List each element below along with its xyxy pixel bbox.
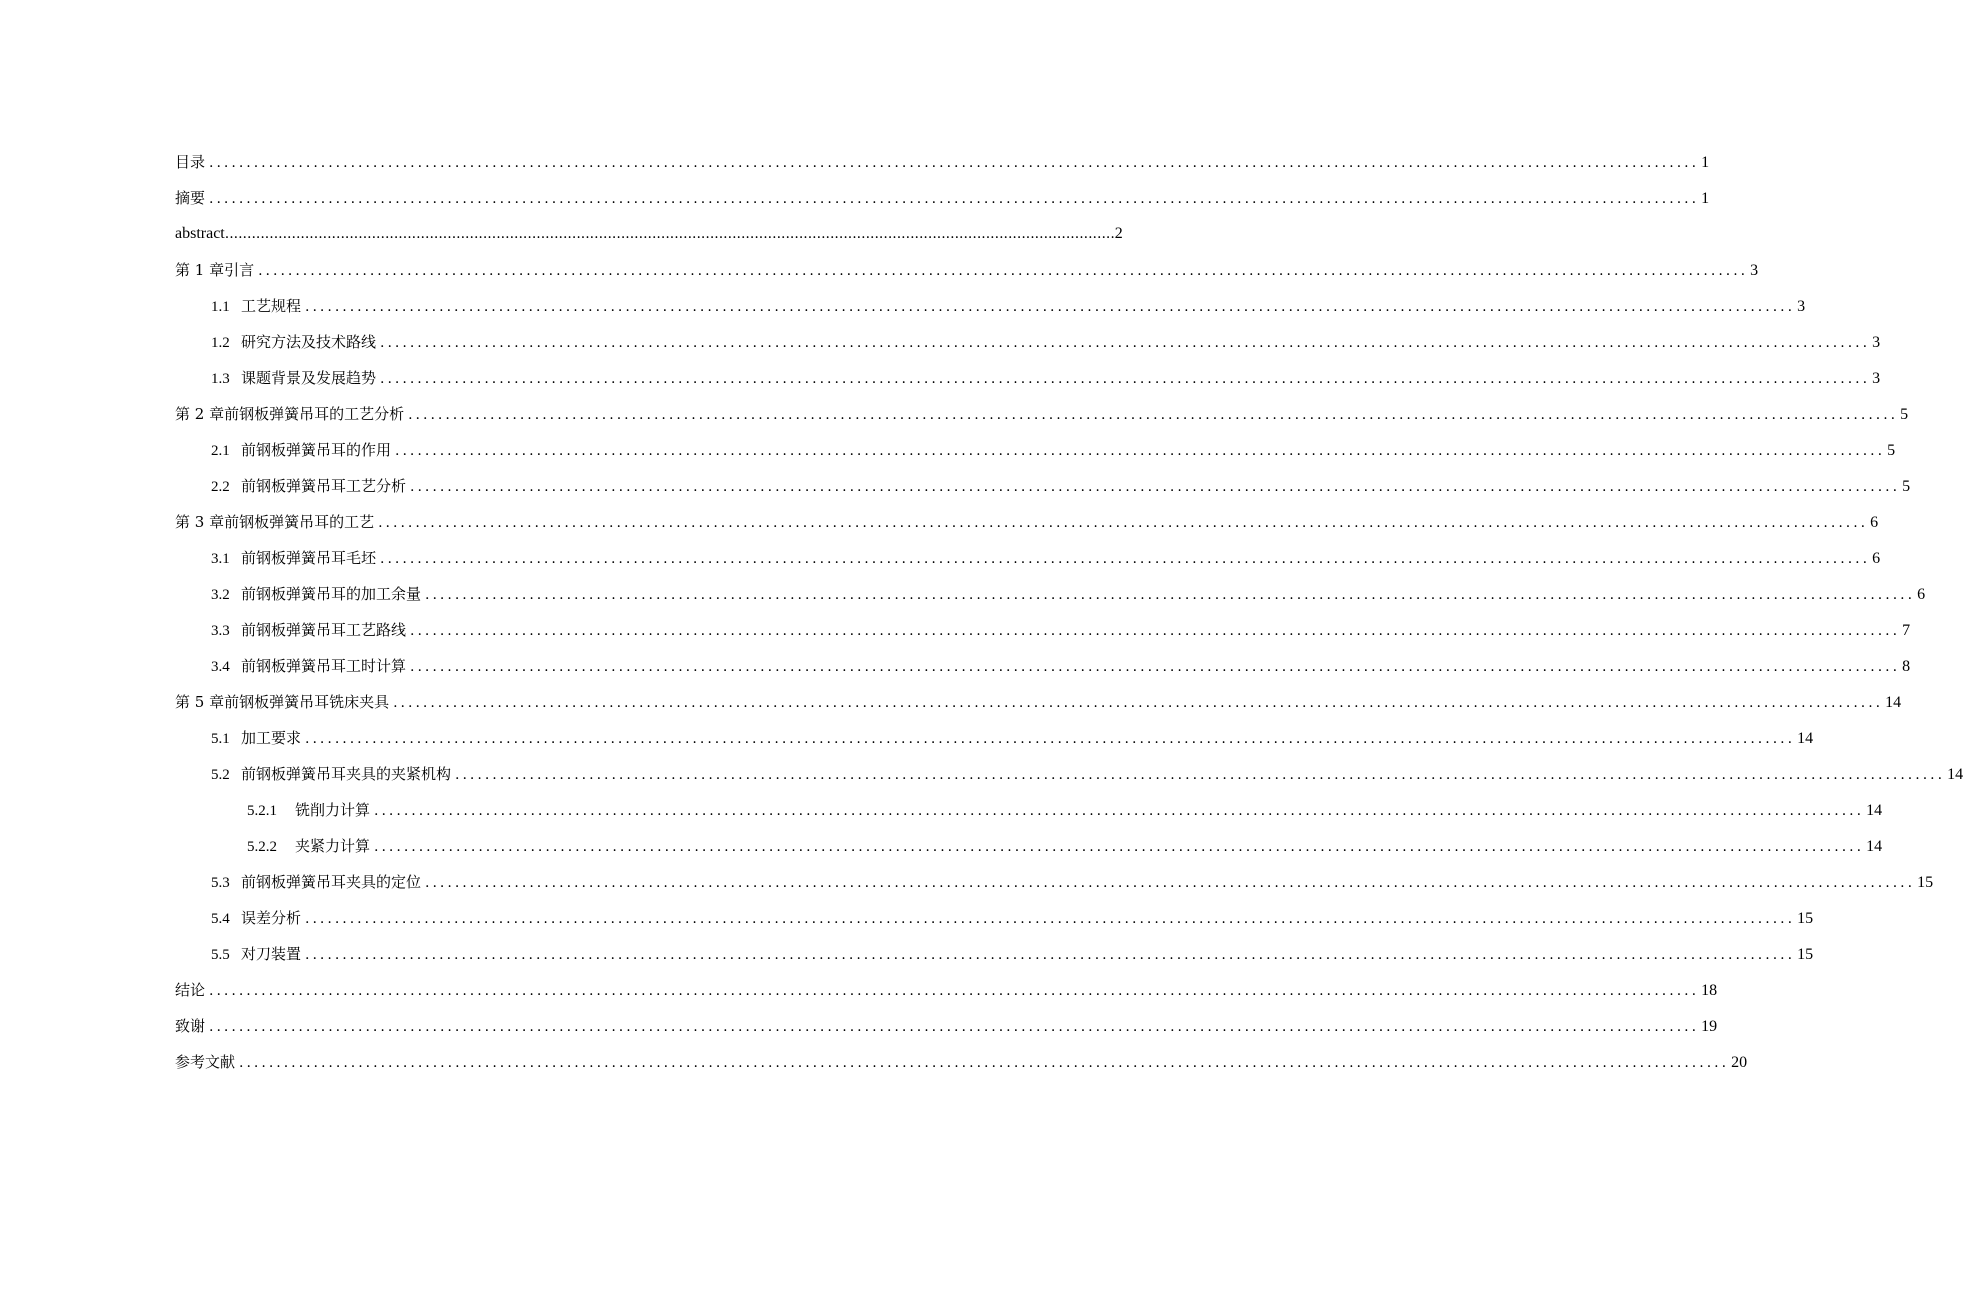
toc-leader-dots: ........................................................................................................................................................................................................ xyxy=(305,947,1796,963)
toc-entry-title: 前钢板弹簧吊耳的作用 xyxy=(241,441,392,459)
toc-entry-title: 前钢板弹簧吊耳毛坯 xyxy=(241,549,377,567)
toc-entry-title: 第 3 章前钢板弹簧吊耳的工艺 xyxy=(175,513,375,531)
toc-entry[interactable] xyxy=(175,720,1814,756)
toc-entry[interactable] xyxy=(175,828,1883,864)
toc-leader-dots: ........................................................................................................................................................................................................ xyxy=(380,335,1871,351)
toc-entry[interactable] xyxy=(175,684,1902,720)
toc-entry-title: 第 1 章引言 xyxy=(175,261,255,279)
toc-entry-title: 参考文献 xyxy=(175,1053,236,1071)
toc-entry-title: 加工要求 xyxy=(241,729,302,747)
toc-entry-title: 结论 xyxy=(175,981,206,999)
toc-leader-dots: ........................................................................................................................................................................................................ xyxy=(209,155,1700,171)
toc-entry[interactable] xyxy=(175,864,1934,900)
toc-entry-page-number: 7 xyxy=(1902,622,1911,639)
toc-leader-dots: ........................................................................................................................................................................................................ xyxy=(425,875,1916,891)
toc-entry-page-number: 14 xyxy=(1866,838,1883,855)
toc-leader-dots: ........................................................................................................................................................................................................ xyxy=(305,911,1796,927)
toc-entry-title: 前钢板弹簧吊耳的加工余量 xyxy=(241,585,422,603)
toc-entry-number: 2.1 xyxy=(211,443,230,459)
toc-entry-number: 3.1 xyxy=(211,551,230,567)
toc-entry-page-number: 8 xyxy=(1902,658,1911,675)
toc-entry-title: 研究方法及技术路线 xyxy=(241,333,377,351)
toc-leader-dots: ........................................................................................................................................................................................................ xyxy=(393,695,1884,711)
toc-entry[interactable] xyxy=(175,504,1879,540)
toc-entry-number: 3.4 xyxy=(211,659,230,675)
toc-entry-title: 前钢板弹簧吊耳工时计算 xyxy=(241,657,407,675)
toc-entry[interactable] xyxy=(175,216,1123,252)
toc-entry-title: 夹紧力计算 xyxy=(295,837,371,855)
toc-entry-title: 前钢板弹簧吊耳夹具的夹紧机构 xyxy=(241,765,452,783)
toc-entry-number: 2.2 xyxy=(211,479,230,495)
toc-entry-number: 5.3 xyxy=(211,875,230,891)
toc-entry[interactable] xyxy=(175,144,1710,180)
toc-entry-title: 误差分析 xyxy=(241,909,302,927)
toc-entry-number: 5.2.1 xyxy=(247,803,277,819)
toc-entry[interactable] xyxy=(175,180,1710,216)
toc-entry[interactable] xyxy=(175,900,1814,936)
toc-leader-dots: ........................................................................................................................................................................................................ xyxy=(410,479,1901,495)
toc-leader-dots: ........................................................................................................................................................................................................ xyxy=(380,371,1871,387)
toc-entry-page-number: 20 xyxy=(1731,1054,1748,1071)
toc-entry-number: 3.2 xyxy=(211,587,230,603)
toc-leader-dots: ........................................................................................................................................................................................................ xyxy=(209,1019,1700,1035)
toc-entry-page-number: 6 xyxy=(1917,586,1926,603)
toc-entry-number: 1.3 xyxy=(211,371,230,387)
toc-entry[interactable] xyxy=(175,396,1909,432)
toc-entry[interactable] xyxy=(175,324,1881,360)
toc-entry[interactable] xyxy=(175,540,1881,576)
toc-entry-title: abstract xyxy=(175,225,225,242)
toc-entry-number: 5.1 xyxy=(211,731,230,747)
toc-entry-page-number: 3 xyxy=(1872,334,1881,351)
toc-entry[interactable] xyxy=(175,972,1718,1008)
table-of-contents xyxy=(175,144,1963,1080)
toc-entry-page-number: 19 xyxy=(1701,1018,1718,1035)
toc-entry[interactable] xyxy=(175,432,1896,468)
toc-entry[interactable] xyxy=(175,576,1926,612)
toc-entry-title: 铣削力计算 xyxy=(295,801,371,819)
toc-entry-page-number: 5 xyxy=(1900,406,1909,423)
toc-entry-number: 1.2 xyxy=(211,335,230,351)
toc-entry-title: 课题背景及发展趋势 xyxy=(241,369,377,387)
toc-entry[interactable] xyxy=(175,1008,1718,1044)
toc-leader-dots: ........................................................................................................................................................................................................ xyxy=(258,263,1749,279)
toc-leader-dots: ........................................................................................................................................................................................................ xyxy=(455,767,1946,783)
toc-leader-dots: ........................................................................................................................................................................................................ xyxy=(374,803,1865,819)
toc-entry-title: 摘要 xyxy=(175,189,206,207)
toc-entry-title: 工艺规程 xyxy=(241,297,302,315)
toc-entry[interactable] xyxy=(175,468,1911,504)
toc-entry-page-number: 14 xyxy=(1947,766,1963,783)
toc-entry-page-number: 2 xyxy=(1114,225,1123,242)
toc-entry-page-number: 1 xyxy=(1701,190,1710,207)
toc-entry-title: 第 5 章前钢板弹簧吊耳铣床夹具 xyxy=(175,693,390,711)
toc-entry-page-number: 3 xyxy=(1797,298,1806,315)
toc-leader-dots: ........................................................................................................................................................................................................ xyxy=(209,191,1700,207)
toc-leader-dots: ........................................................................................................................................................................................................ xyxy=(374,839,1865,855)
toc-entry-page-number: 3 xyxy=(1872,370,1881,387)
toc-leader-dots: ........................................................................................................................................................................................................ xyxy=(395,443,1886,459)
toc-entry[interactable] xyxy=(175,648,1911,684)
toc-leader-dots: ........................................................................................................................................................................................................ xyxy=(380,551,1871,567)
toc-entry-title: 前钢板弹簧吊耳夹具的定位 xyxy=(241,873,422,891)
toc-entry[interactable] xyxy=(175,936,1814,972)
toc-leader-dots: ........................................................................................................................................................................................................ xyxy=(305,299,1796,315)
toc-entry-number: 5.4 xyxy=(211,911,230,927)
toc-entry-number: 3.3 xyxy=(211,623,230,639)
toc-leader-dots: ........................................................................................................................................................................................................ xyxy=(410,623,1901,639)
toc-leader-dots: ........................................................................................................................................................................................................ xyxy=(408,407,1899,423)
toc-entry-page-number: 6 xyxy=(1872,550,1881,567)
toc-entry-number: 5.5 xyxy=(211,947,230,963)
toc-entry-page-number: 18 xyxy=(1701,982,1718,999)
toc-entry-title: 前钢板弹簧吊耳工艺分析 xyxy=(241,477,407,495)
toc-leader-dots: ........................................................................................................................................................................................................ xyxy=(378,515,1869,531)
toc-leader-dots: ........................................................................................................................................................................................................ xyxy=(239,1055,1730,1071)
toc-entry-number: 5.2.2 xyxy=(247,839,277,855)
toc-leader-dots: ........................................................................................................................................................................................................ xyxy=(224,226,1115,242)
toc-leader-dots: ........................................................................................................................................................................................................ xyxy=(410,659,1901,675)
toc-entry-page-number: 14 xyxy=(1866,802,1883,819)
toc-entry-title: 对刀装置 xyxy=(241,945,302,963)
toc-entry-page-number: 6 xyxy=(1870,514,1879,531)
toc-entry-number: 1.1 xyxy=(211,299,230,315)
toc-entry-title: 第 2 章前钢板弹簧吊耳的工艺分析 xyxy=(175,405,405,423)
toc-entry-page-number: 15 xyxy=(1797,910,1814,927)
toc-entry[interactable] xyxy=(175,612,1911,648)
toc-entry-page-number: 5 xyxy=(1902,478,1911,495)
toc-entry[interactable] xyxy=(175,288,1806,324)
toc-entry-number: 5.2 xyxy=(211,767,230,783)
toc-leader-dots: ........................................................................................................................................................................................................ xyxy=(209,983,1700,999)
toc-entry-page-number: 5 xyxy=(1887,442,1896,459)
toc-entry-title: 目录 xyxy=(175,153,206,171)
toc-entry-page-number: 1 xyxy=(1701,154,1710,171)
toc-entry-page-number: 14 xyxy=(1797,730,1814,747)
toc-entry[interactable] xyxy=(175,756,1963,792)
toc-entry[interactable] xyxy=(175,360,1881,396)
toc-entry[interactable] xyxy=(175,792,1883,828)
toc-entry[interactable] xyxy=(175,1044,1748,1080)
toc-leader-dots: ........................................................................................................................................................................................................ xyxy=(425,587,1916,603)
toc-leader-dots: ........................................................................................................................................................................................................ xyxy=(305,731,1796,747)
toc-entry-page-number: 15 xyxy=(1917,874,1934,891)
toc-entry-title: 致谢 xyxy=(175,1017,206,1035)
toc-entry-page-number: 14 xyxy=(1885,694,1902,711)
toc-entry-page-number: 3 xyxy=(1750,262,1759,279)
toc-entry[interactable] xyxy=(175,252,1759,288)
toc-entry-page-number: 15 xyxy=(1797,946,1814,963)
toc-entry-title: 前钢板弹簧吊耳工艺路线 xyxy=(241,621,407,639)
